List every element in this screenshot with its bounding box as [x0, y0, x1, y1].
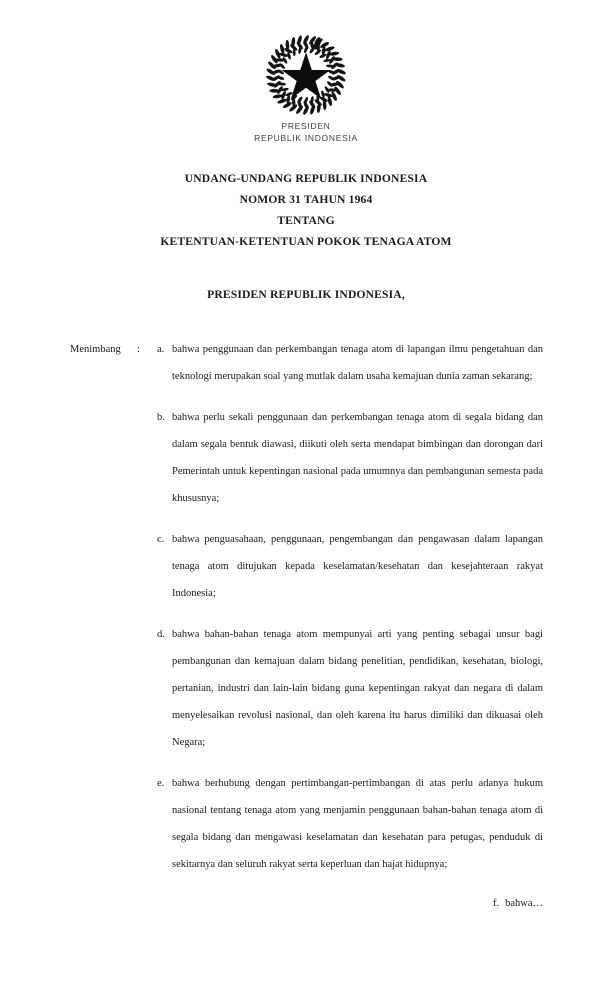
list-item-marker: c. — [157, 534, 165, 545]
considerations-colon: : — [137, 344, 140, 355]
list-item-text: bahwa perlu sekali penggunaan dan perkembangan tenaga atom di segala bidang dan dalam segala bentuk diawasi, diikuti oleh serta mendapat bimbingan dan dorongan dari Pemerintah untuk kepentingan nasional pada umumnya dan pembangunan semesta pada khususnya; — [172, 412, 543, 504]
list-item-text: bahwa bahan-bahan tenaga atom mempunyai arti yang penting sebagai unsur bagi pembangunan dan kemajuan dalam bidang penelitian, pendidikan, kesehatan, biologi, pertanian, industri dan lain-lain bidang guna kepentingan rakyat dan negara di dalam menyelesaikan revolusi nasional, dan oleh karena itu harus dimiliki dan dikuasai oleh Negara; — [172, 629, 543, 748]
considerations-label: Menimbang — [70, 344, 121, 355]
title-line-nomor: NOMOR 31 TAHUN 1964 — [239, 193, 373, 206]
list-item-text: bahwa berhubung dengan pertimbangan-pertimbangan di atas perlu adanya hukum nasional tentang tenaga atom yang menjamin penggunaan bahan-bahan tenaga atom di segala bidang dan mengawasi keselamatan dan kesehatan para petugas, penduduk di sekitarnya dan seluruh rakyat serta keperluan dan hajat hidupnya; — [172, 778, 543, 870]
letterhead-line-presiden: PRESIDEN — [281, 121, 331, 131]
catchword-marker: f. — [492, 898, 500, 909]
letterhead — [0, 0, 612, 144]
catchword-text: bahwa… — [505, 898, 543, 909]
list-item-text: bahwa penggunaan dan perkembangan tenaga atom di lapangan ilmu pengetahuan dan teknologi merupakan soal yang mutlak dalam usaha kemajuan dunia zaman sekarang; — [172, 344, 543, 382]
list-item — [157, 526, 543, 607]
letterhead-line-republik-indonesia: REPUBLIK INDONESIA — [254, 132, 358, 143]
considerations-section — [0, 336, 612, 878]
list-item — [157, 336, 543, 390]
list-item-marker: a. — [157, 344, 165, 355]
list-item-marker: d. — [157, 629, 165, 640]
page-catchword — [0, 890, 543, 917]
list-item-text: bahwa penguasahaan, penggunaan, pengembangan dan pengawasan dalam lapangan tenaga atom ditujukan kepada keselamatan/kesehatan dan kesejahteraan rakyat Indonesia; — [172, 534, 543, 599]
list-item-marker: b. — [157, 412, 165, 423]
considerations-row — [70, 336, 543, 878]
title-block — [0, 168, 612, 252]
page-title-presiden-republik-indonesia: PRESIDEN REPUBLIK INDONESIA, — [207, 288, 405, 301]
letterhead-text — [0, 121, 612, 144]
title-line-undang-undang: UNDANG-UNDANG REPUBLIK INDONESIA — [184, 172, 428, 185]
title-line-tentang: TENTANG — [277, 214, 335, 227]
title-line-subject: KETENTUAN-KETENTUAN POKOK TENAGA ATOM — [160, 235, 452, 248]
list-item — [157, 621, 543, 756]
considerations-list — [157, 336, 543, 878]
list-item-marker: e. — [157, 778, 165, 789]
list-item — [157, 404, 543, 512]
presidential-seal-icon — [264, 33, 348, 117]
list-item — [157, 770, 543, 878]
